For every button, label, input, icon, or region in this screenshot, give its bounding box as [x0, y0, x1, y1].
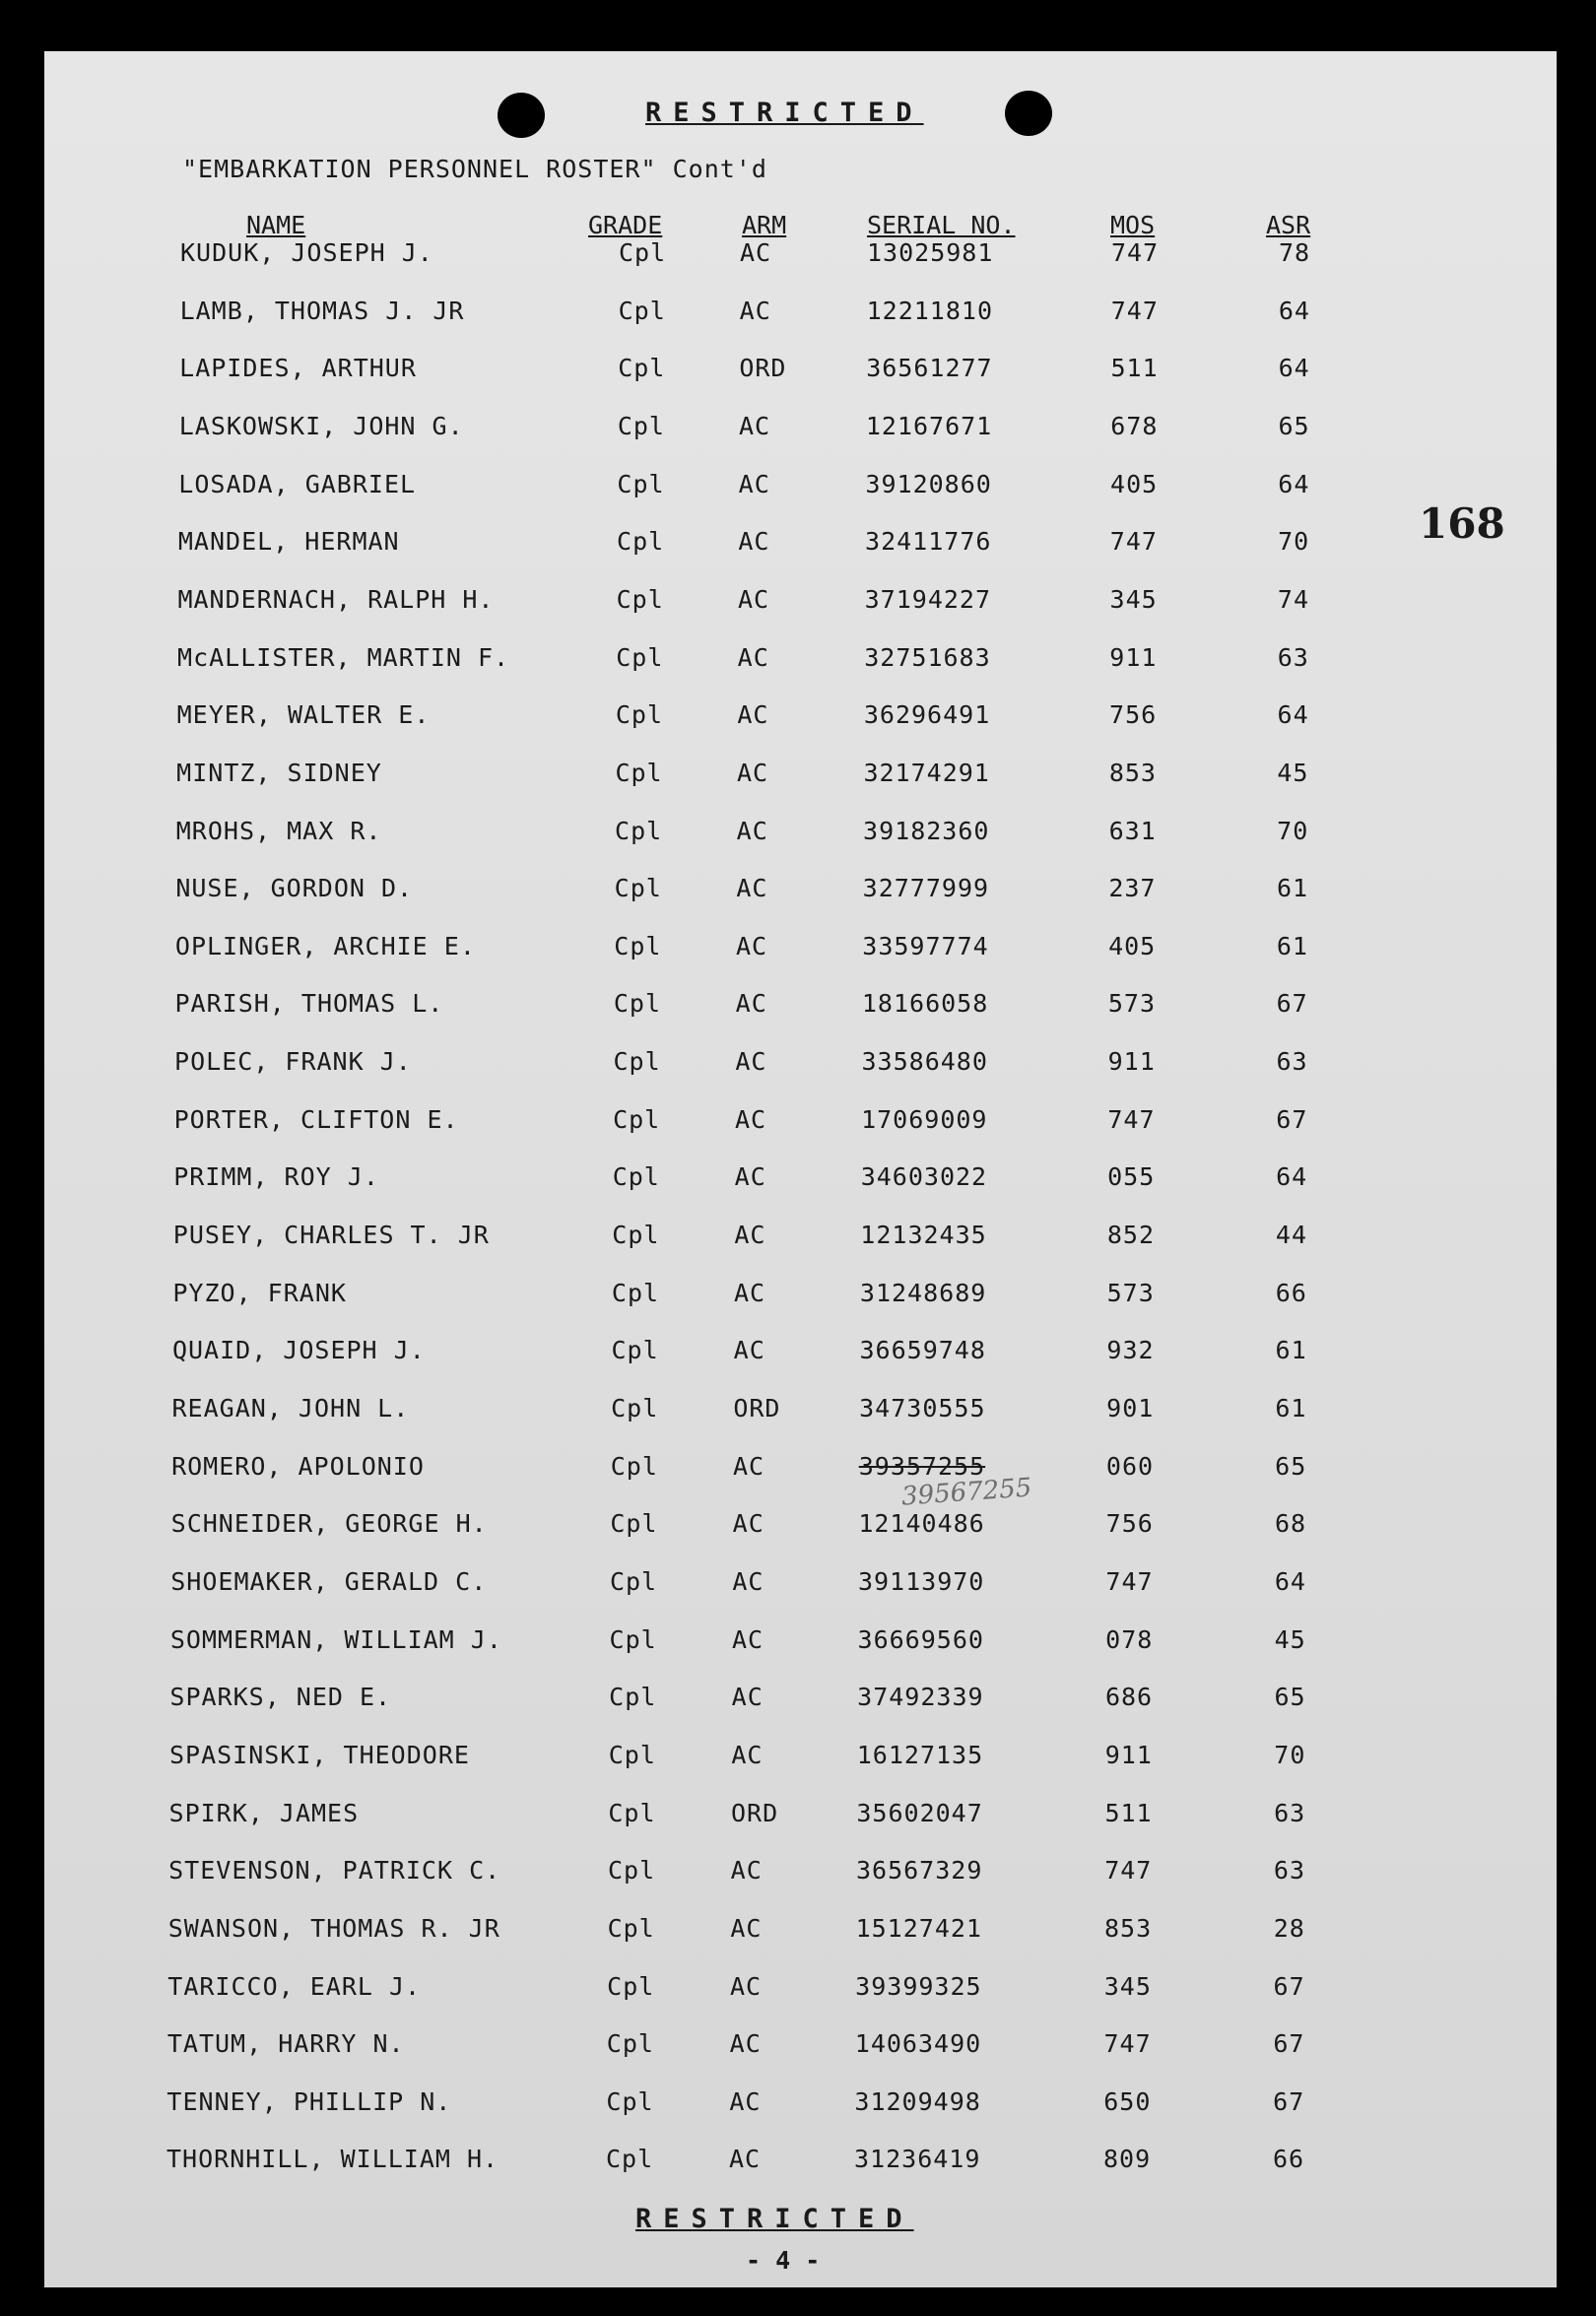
- row-grade: Cpl: [617, 411, 665, 440]
- column-header-mos: MOS: [1110, 211, 1156, 239]
- row-arm: AC: [736, 874, 768, 903]
- row-mos: 756: [1105, 1509, 1154, 1539]
- handwritten-correction: 39567255: [900, 1473, 1033, 1512]
- row-mos: 345: [1103, 1971, 1152, 2001]
- row-asr: 45: [1274, 1624, 1306, 1654]
- row-name: MANDERNACH, RALPH H.: [177, 584, 495, 614]
- column-header-name: NAME: [246, 211, 306, 239]
- row-mos: 573: [1106, 1278, 1155, 1307]
- row-serial: 32751683: [864, 642, 991, 672]
- row-asr: 68: [1275, 1509, 1307, 1539]
- row-serial: 39399325: [855, 1971, 982, 2001]
- row-mos: 747: [1107, 1104, 1156, 1134]
- row-asr: 67: [1273, 2086, 1305, 2116]
- row-arm: AC: [729, 2029, 762, 2059]
- punch-hole-right: [1005, 91, 1052, 136]
- row-mos: 911: [1107, 1047, 1156, 1077]
- row-asr: 63: [1273, 1856, 1306, 1886]
- row-asr: 78: [1279, 238, 1311, 267]
- row-serial: 35602047: [856, 1798, 983, 1827]
- row-grade: Cpl: [606, 2145, 654, 2174]
- row-grade: Cpl: [614, 931, 662, 960]
- row-grade: Cpl: [618, 296, 666, 325]
- row-asr: 70: [1277, 816, 1309, 845]
- row-mos: 060: [1105, 1451, 1155, 1481]
- row-serial: 13025981: [867, 238, 994, 267]
- row-asr: 67: [1276, 989, 1308, 1019]
- row-asr: 65: [1278, 411, 1310, 440]
- row-arm: AC: [730, 1913, 763, 1943]
- row-asr: 74: [1277, 584, 1310, 614]
- row-arm: AC: [732, 1566, 765, 1596]
- row-name: NUSE, GORDON D.: [175, 874, 414, 903]
- row-name: OPLINGER, ARCHIE E.: [174, 931, 476, 960]
- column-header-serial: SERIAL NO.: [867, 211, 1016, 239]
- row-mos: 747: [1103, 2029, 1152, 2059]
- row-arm: AC: [729, 2086, 762, 2116]
- row-arm: AC: [740, 238, 772, 267]
- row-name: PRIMM, ROY J.: [173, 1162, 379, 1192]
- row-grade: Cpl: [607, 1971, 655, 2001]
- row-serial: 33597774: [862, 931, 989, 960]
- row-name: LAMB, THOMAS J. JR: [179, 296, 465, 325]
- row-name: TARICCO, EARL J.: [167, 1971, 422, 2001]
- row-name: SWANSON, THOMAS R. JR: [167, 1913, 500, 1943]
- row-serial: 31236419: [854, 2145, 981, 2174]
- row-arm: AC: [734, 1278, 766, 1307]
- row-grade: Cpl: [607, 1856, 656, 1886]
- row-serial: 39120860: [865, 469, 992, 498]
- row-mos: 911: [1109, 642, 1158, 672]
- row-serial: 12140486: [858, 1509, 985, 1539]
- row-serial: 34730555: [859, 1394, 986, 1423]
- row-serial: 18166058: [861, 989, 989, 1019]
- row-mos: 852: [1106, 1221, 1156, 1250]
- row-name: SPIRK, JAMES: [168, 1798, 360, 1827]
- row-asr: 44: [1275, 1221, 1308, 1250]
- row-grade: Cpl: [610, 1451, 658, 1481]
- row-mos: 405: [1108, 931, 1157, 960]
- row-arm: AC: [730, 1856, 763, 1886]
- row-asr: 65: [1275, 1451, 1307, 1481]
- row-mos: 405: [1110, 469, 1159, 498]
- row-name: POLEC, FRANK J.: [174, 1047, 412, 1077]
- row-arm: AC: [734, 1221, 766, 1250]
- row-name: LOSADA, GABRIEL: [178, 469, 417, 498]
- row-name: MINTZ, SIDNEY: [176, 758, 382, 787]
- row-name: SPASINSKI, THEODORE: [168, 1740, 470, 1769]
- row-name: ROMERO, APOLONIO: [171, 1451, 425, 1481]
- row-grade: Cpl: [612, 1162, 660, 1192]
- row-asr: 61: [1277, 874, 1309, 903]
- row-serial: 36561277: [866, 354, 993, 383]
- row-name: PUSEY, CHARLES T. JR: [172, 1221, 490, 1250]
- column-header-grade: GRADE: [588, 211, 663, 239]
- row-grade: Cpl: [616, 584, 664, 614]
- row-mos: 747: [1110, 296, 1159, 325]
- row-grade: Cpl: [610, 1509, 658, 1539]
- row-grade: Cpl: [611, 1278, 660, 1307]
- row-grade: Cpl: [606, 2086, 654, 2116]
- row-serial: 17069009: [861, 1104, 988, 1134]
- row-arm: AC: [734, 1162, 766, 1192]
- footer-classification: RESTRICTED: [635, 2204, 914, 2234]
- row-grade: Cpl: [609, 1566, 658, 1596]
- row-arm: AC: [731, 1740, 764, 1769]
- row-arm: AC: [737, 700, 769, 730]
- row-serial: 31248689: [859, 1278, 987, 1307]
- row-mos: 631: [1108, 816, 1157, 845]
- row-grade: Cpl: [615, 816, 663, 845]
- row-name: SOMMERMAN, WILLIAM J.: [169, 1624, 502, 1654]
- row-mos: 901: [1106, 1394, 1155, 1423]
- row-serial: 39182360: [863, 816, 990, 845]
- row-grade: Cpl: [609, 1624, 657, 1654]
- row-mos: 055: [1107, 1162, 1156, 1192]
- row-mos: 678: [1110, 411, 1159, 440]
- row-asr: 64: [1277, 700, 1309, 730]
- row-mos: 078: [1105, 1624, 1154, 1654]
- row-arm: AC: [730, 1971, 763, 2001]
- row-grade: Cpl: [616, 642, 664, 672]
- row-grade: Cpl: [607, 1913, 655, 1943]
- row-arm: AC: [739, 411, 771, 440]
- row-name: SHOEMAKER, GERALD C.: [170, 1566, 488, 1596]
- row-name: PYZO, FRANK: [172, 1278, 347, 1307]
- row-grade: Cpl: [612, 1221, 660, 1250]
- row-serial: 36669560: [857, 1624, 984, 1654]
- row-name: LAPIDES, ARTHUR: [179, 354, 417, 383]
- row-mos: 747: [1105, 1566, 1154, 1596]
- row-serial: 14063490: [854, 2029, 982, 2059]
- row-name: SPARKS, NED E.: [169, 1683, 392, 1712]
- row-name: KUDUK, JOSEPH J.: [180, 238, 433, 267]
- row-asr: 63: [1277, 642, 1309, 672]
- row-serial: 39113970: [857, 1566, 985, 1596]
- row-mos: 911: [1104, 1740, 1153, 1769]
- row-grade: Cpl: [615, 700, 663, 730]
- row-grade: Cpl: [615, 758, 663, 787]
- row-arm: ORD: [733, 1394, 781, 1423]
- stamped-page-number: 168: [1419, 499, 1505, 548]
- row-serial: 16127135: [856, 1740, 984, 1769]
- row-serial: 36659748: [859, 1336, 986, 1365]
- row-mos: 747: [1109, 527, 1158, 557]
- row-grade: Cpl: [613, 1047, 661, 1077]
- row-asr: 61: [1276, 931, 1308, 960]
- row-grade: Cpl: [609, 1683, 657, 1712]
- row-arm: AC: [736, 931, 768, 960]
- row-arm: AC: [739, 296, 771, 325]
- row-name: MEYER, WALTER E.: [176, 700, 431, 730]
- row-asr: 64: [1278, 296, 1310, 325]
- row-arm: AC: [736, 816, 768, 845]
- row-serial: 37492339: [857, 1683, 984, 1712]
- row-grade: Cpl: [619, 238, 667, 267]
- row-arm: AC: [738, 584, 770, 614]
- row-name: PARISH, THOMAS L.: [174, 989, 444, 1019]
- row-asr: 67: [1273, 1971, 1305, 2001]
- row-grade: Cpl: [617, 469, 665, 498]
- row-asr: 67: [1273, 2029, 1305, 2059]
- row-mos: 756: [1109, 700, 1158, 730]
- roster-title: "EMBARKATION PERSONNEL ROSTER" Cont'd: [182, 155, 767, 183]
- row-serial: 12211810: [866, 296, 994, 325]
- row-grade: Cpl: [606, 2029, 654, 2059]
- row-arm: AC: [738, 469, 770, 498]
- row-asr: 61: [1275, 1394, 1307, 1423]
- row-asr: 66: [1275, 1278, 1307, 1307]
- row-name: MANDEL, HERMAN: [177, 527, 400, 557]
- row-name: QUAID, JOSEPH J.: [171, 1336, 426, 1365]
- row-name: THORNHILL, WILLIAM H.: [166, 2145, 499, 2174]
- row-asr: 65: [1274, 1683, 1306, 1712]
- document-page: [44, 51, 1557, 2287]
- row-mos: 809: [1103, 2145, 1152, 2174]
- row-arm: ORD: [731, 1798, 779, 1827]
- row-serial: 32411776: [865, 527, 992, 557]
- row-name: TENNEY, PHILLIP N.: [166, 2086, 452, 2116]
- row-serial: 36296491: [863, 700, 991, 730]
- row-mos: 573: [1107, 989, 1156, 1019]
- row-asr: 63: [1274, 1798, 1306, 1827]
- row-arm: AC: [735, 1047, 767, 1077]
- row-arm: AC: [732, 1624, 765, 1654]
- row-name: LASKOWSKI, JOHN G.: [178, 411, 464, 440]
- row-asr: 70: [1278, 527, 1310, 557]
- row-mos: 747: [1111, 238, 1160, 267]
- row-name: PORTER, CLIFTON E.: [173, 1104, 459, 1134]
- row-serial: 31209498: [854, 2086, 981, 2116]
- row-grade: Cpl: [611, 1394, 659, 1423]
- row-serial: 36567329: [855, 1856, 983, 1886]
- row-serial: 39357255: [858, 1451, 986, 1481]
- row-arm: AC: [737, 758, 769, 787]
- row-mos: 747: [1104, 1856, 1153, 1886]
- row-asr: 63: [1276, 1047, 1308, 1077]
- row-grade: Cpl: [618, 354, 666, 383]
- row-arm: AC: [733, 1336, 765, 1365]
- row-mos: 345: [1109, 584, 1158, 614]
- row-serial: 37194227: [864, 584, 992, 614]
- column-header-arm: ARM: [742, 211, 787, 239]
- row-arm: AC: [735, 1104, 767, 1134]
- row-grade: Cpl: [614, 874, 662, 903]
- row-grade: Cpl: [608, 1798, 656, 1827]
- row-arm: AC: [732, 1509, 765, 1539]
- row-grade: Cpl: [613, 989, 662, 1019]
- row-mos: 932: [1106, 1336, 1155, 1365]
- row-asr: 64: [1274, 1566, 1306, 1596]
- row-mos: 511: [1104, 1798, 1153, 1827]
- row-arm: AC: [738, 527, 770, 557]
- row-asr: 64: [1276, 1162, 1308, 1192]
- row-mos: 686: [1104, 1683, 1154, 1712]
- row-grade: Cpl: [608, 1740, 656, 1769]
- row-mos: 237: [1108, 874, 1157, 903]
- row-asr: 64: [1278, 354, 1310, 383]
- row-serial: 12167671: [865, 411, 993, 440]
- row-arm: AC: [737, 642, 769, 672]
- row-asr: 66: [1273, 2145, 1305, 2174]
- row-arm: AC: [729, 2145, 762, 2174]
- row-arm: ORD: [739, 354, 787, 383]
- row-mos: 650: [1103, 2086, 1152, 2116]
- row-mos: 853: [1103, 1913, 1153, 1943]
- row-serial: 15127421: [855, 1913, 982, 1943]
- row-name: TATUM, HARRY N.: [166, 2029, 405, 2059]
- row-grade: Cpl: [613, 1104, 661, 1134]
- row-name: MROHS, MAX R.: [175, 816, 382, 845]
- row-asr: 45: [1277, 758, 1309, 787]
- row-serial: 33586480: [861, 1047, 988, 1077]
- row-mos: 511: [1110, 354, 1159, 383]
- row-name: REAGAN, JOHN L.: [171, 1394, 410, 1423]
- row-asr: 67: [1276, 1104, 1308, 1134]
- row-grade: Cpl: [611, 1336, 659, 1365]
- header-classification: RESTRICTED: [645, 98, 924, 128]
- row-name: McALLISTER, MARTIN F.: [177, 642, 510, 672]
- row-asr: 61: [1275, 1336, 1307, 1365]
- row-asr: 28: [1273, 1913, 1305, 1943]
- footer-page-number: - 4 -: [746, 2246, 821, 2275]
- row-mos: 853: [1108, 758, 1157, 787]
- row-arm: AC: [731, 1683, 764, 1712]
- row-asr: 64: [1278, 469, 1310, 498]
- row-asr: 70: [1274, 1740, 1306, 1769]
- row-arm: AC: [733, 1451, 765, 1481]
- row-arm: AC: [735, 989, 767, 1019]
- row-grade: Cpl: [617, 527, 665, 557]
- punch-hole-left: [498, 93, 545, 138]
- row-serial: 34603022: [860, 1162, 988, 1192]
- row-serial: 12132435: [860, 1221, 987, 1250]
- column-header-asr: ASR: [1266, 211, 1311, 239]
- row-name: SCHNEIDER, GEORGE H.: [170, 1509, 488, 1539]
- row-serial: 32174291: [863, 758, 990, 787]
- row-serial: 32777999: [862, 874, 990, 903]
- row-name: STEVENSON, PATRICK C.: [168, 1856, 501, 1886]
